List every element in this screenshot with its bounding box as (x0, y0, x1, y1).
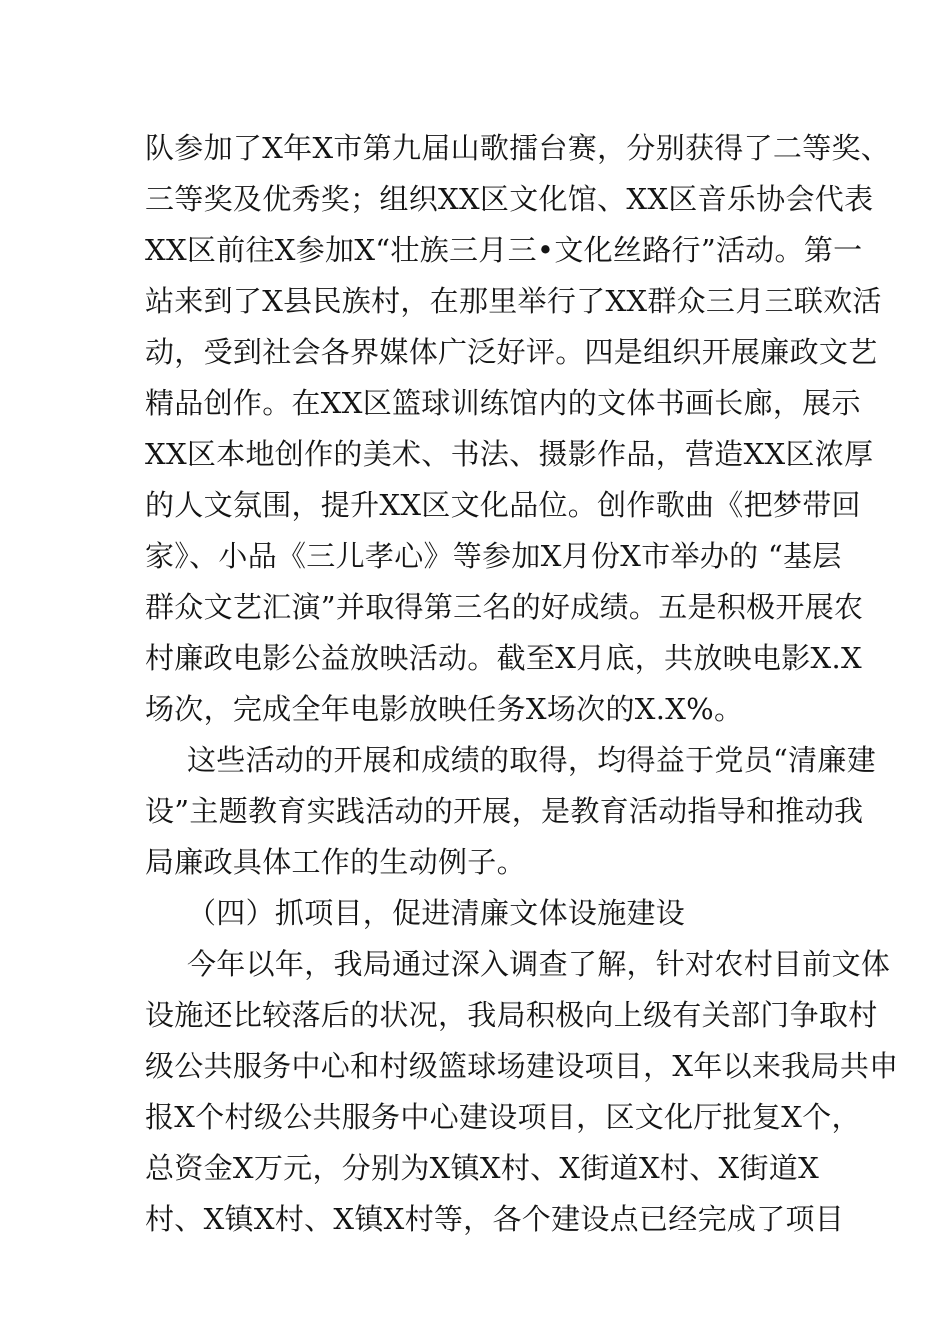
text-line: 的人文氛围，提升XX区文化品位。创作歌曲《把梦带回 (145, 488, 861, 522)
text-line: 三等奖及优秀奖；组织XX区文化馆、XX区音乐协会代表 (145, 182, 874, 216)
text-line: 报X个村级公共服务中心建设项目，区文化厅批复X个， (145, 1100, 861, 1134)
text-line: 队参加了X年X市第九届山歌擂台赛，分别获得了二等奖、 (145, 131, 891, 165)
paragraph-first-line: 这些活动的开展和成绩的取得，均得益于党员“清廉建 (187, 743, 877, 777)
text-line: 群众文艺汇演”并取得第三名的好成绩。五是积极开展农 (145, 590, 864, 624)
text-line: 设施还比较落后的状况，我局积极向上级有关部门争取村 (145, 998, 878, 1032)
text-line: 站来到了X县民族村，在那里举行了XX群众三月三联欢活 (145, 284, 882, 318)
text-line: 精品创作。在XX区篮球训练馆内的文体书画长廊，展示 (145, 386, 861, 420)
text-line: 级公共服务中心和村级篮球场建设项目，X年以来我局共申 (145, 1049, 899, 1083)
text-line: 村廉政电影公益放映活动。截至X月底，共放映电影X.X (145, 641, 862, 675)
text-line: 局廉政具体工作的生动例子。 (145, 845, 526, 879)
text-line: 设”主题教育实践活动的开展，是教育活动指导和推动我 (145, 794, 864, 828)
section-heading: （四）抓项目，促进清廉文体设施建设 (187, 896, 686, 930)
paragraph-first-line: 今年以年，我局通过深入调查了解，针对农村目前文体 (187, 947, 891, 981)
text-line: 动，受到社会各界媒体广泛好评。四是组织开展廉政文艺 (145, 335, 878, 369)
text-line: XX区前往X参加X“壮族三月三•文化丝路行”活动。第一 (145, 233, 863, 267)
text-line: 村、X镇X村、X镇X村等，各个建设点已经完成了项目 (145, 1202, 845, 1236)
text-line: 家》、小品《三儿孝心》等参加X月份X市举办的 “基层 (145, 539, 842, 573)
text-line: 场次，完成全年电影放映任务X场次的X.X%。 (145, 692, 744, 726)
text-line: XX区本地创作的美术、书法、摄影作品，营造XX区浓厚 (145, 437, 874, 471)
text-line: 总资金X万元，分别为X镇X村、X街道X村、X街道X (145, 1151, 820, 1185)
